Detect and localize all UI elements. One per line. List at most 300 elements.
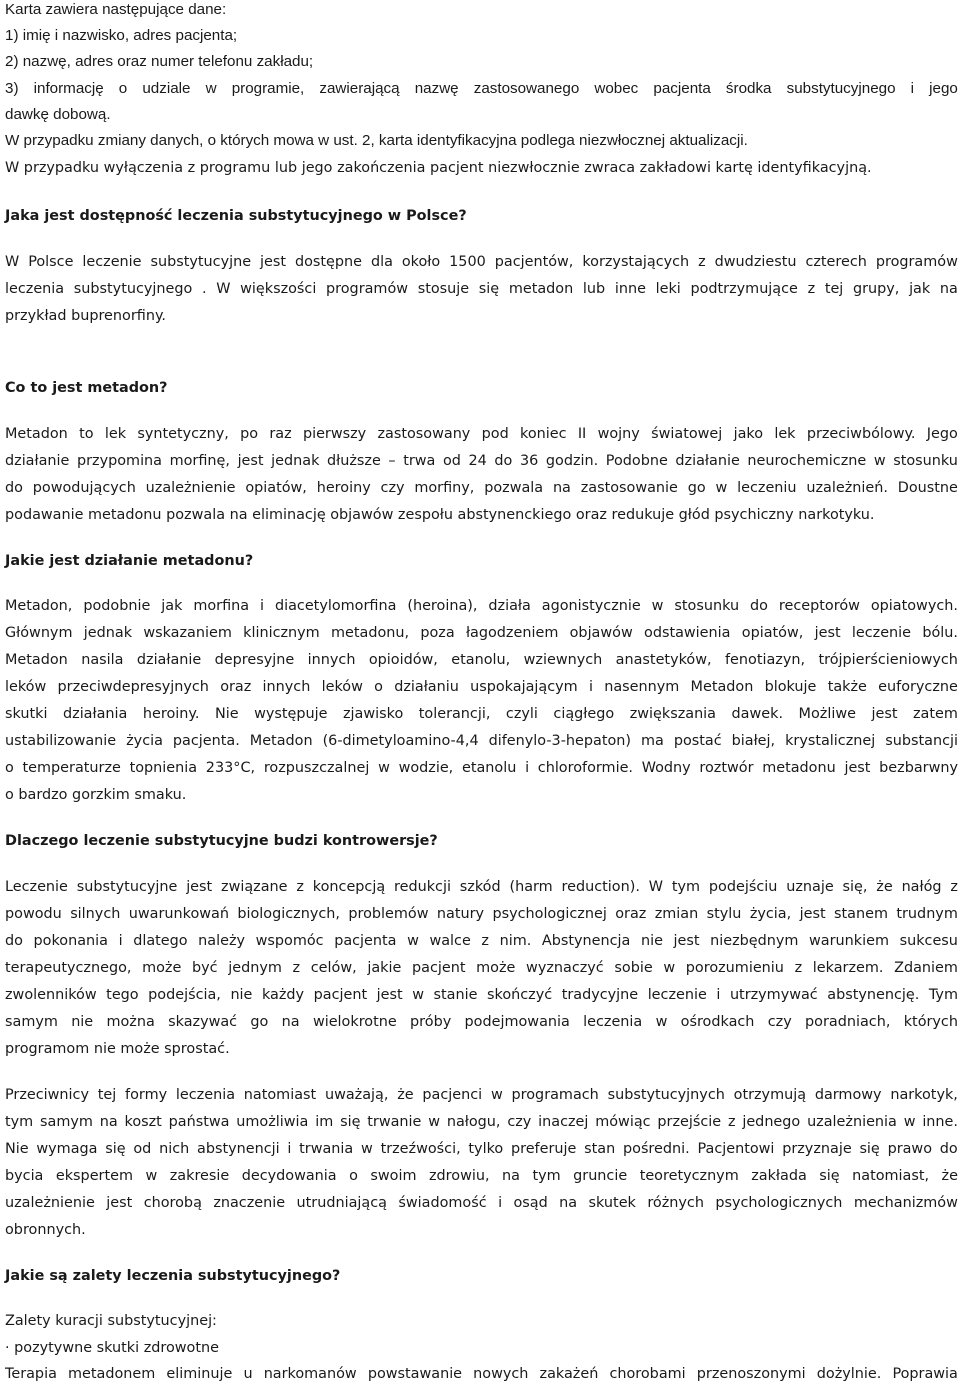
word: w [663, 960, 676, 976]
word: uzależnienie [5, 1195, 95, 1211]
word: Metadon [249, 733, 313, 749]
word: się [340, 1114, 361, 1130]
word: życia, [749, 906, 792, 922]
word: substytucyjnych [607, 1087, 725, 1103]
word: przejście [657, 1114, 722, 1130]
word: warunkiem [809, 933, 889, 949]
word: działaniu [394, 679, 459, 695]
word: psychologicznych [715, 1195, 843, 1211]
word: Przeciwnicy [5, 1087, 89, 1103]
word: że [876, 879, 893, 895]
word: substytucyjne [150, 254, 252, 270]
word: czterech [805, 254, 867, 270]
paragraph-line [5, 1193, 958, 1213]
word: leczeniu [737, 480, 797, 496]
word: świadomość [398, 1195, 487, 1211]
word: leków [321, 679, 363, 695]
word: jest [376, 987, 403, 1003]
word: chorobami [609, 1366, 686, 1382]
word: stanem [834, 906, 888, 922]
word: morfina [193, 598, 250, 614]
paragraph-line [5, 958, 958, 978]
word: programów [875, 254, 958, 270]
word: i [716, 987, 721, 1003]
word: skutki [5, 706, 48, 722]
paragraph-line [5, 1139, 958, 1159]
paragraph-line [5, 877, 958, 897]
word: uznaje [786, 879, 834, 895]
word: zwolenników [5, 987, 97, 1003]
word: inne [614, 281, 646, 297]
word: jest [237, 453, 264, 469]
word: pozwala [484, 480, 544, 496]
word: zastosowanego [473, 80, 580, 97]
word: go [687, 480, 706, 496]
word: w [378, 760, 390, 776]
word: czyli [505, 706, 538, 722]
word: nowych [473, 1366, 529, 1382]
word: wymaga [36, 1141, 98, 1157]
word: redukcji [394, 879, 451, 895]
word: utrzymywać [729, 987, 818, 1003]
word: wojny [597, 426, 640, 442]
word: samym [40, 1114, 93, 1130]
word: prawo [887, 1141, 933, 1157]
word: działania [63, 706, 128, 722]
word: trwa [403, 453, 436, 469]
word: z [794, 960, 803, 976]
word: Doustne [897, 480, 958, 496]
word: o [349, 1168, 358, 1184]
word: od [133, 1141, 152, 1157]
word: podejmowania [464, 1014, 570, 1030]
word: raz [269, 426, 292, 442]
word: Poprawia [892, 1366, 958, 1382]
word: uzależnienie [145, 480, 236, 496]
word: środka [725, 80, 772, 97]
word: silnych [70, 906, 121, 922]
word: w [873, 453, 886, 469]
word: skutek [588, 1195, 636, 1211]
word: po [240, 426, 259, 442]
word: niezbędnym [710, 933, 799, 949]
word: na [559, 1195, 578, 1211]
word: w [407, 933, 419, 949]
word: nałóg [901, 879, 942, 895]
word: zakłada [751, 1168, 807, 1184]
word: klinicznym [243, 625, 320, 641]
word: uspokajającym [470, 679, 578, 695]
paragraph-line [5, 1112, 958, 1132]
word: zdrowiu, [428, 1168, 490, 1184]
word: ma [641, 733, 664, 749]
word: do [750, 598, 768, 614]
word: heroiny. [142, 706, 200, 722]
paragraph-line [5, 478, 958, 498]
word: jak [909, 281, 931, 297]
word: w [903, 1114, 916, 1130]
word: abstynencji [197, 1141, 280, 1157]
intro-line: dawkę dobową. [5, 106, 111, 123]
word: nim. [499, 933, 532, 949]
word: metadon [508, 281, 574, 297]
word: jest [871, 706, 898, 722]
word: białej, [731, 733, 776, 749]
word: eliminuje [166, 1366, 233, 1382]
section-heading: Jakie są zalety leczenia substytucyjnego? [5, 1268, 341, 1284]
word: innych [307, 652, 356, 668]
word: zmian [654, 906, 699, 922]
word: blokuje [764, 679, 817, 695]
paragraph-line [5, 596, 958, 616]
word: walce [429, 933, 471, 949]
word: ośrodkach [680, 1014, 755, 1030]
word: im [315, 1114, 334, 1130]
word: dla [370, 254, 393, 270]
word: tylko [468, 1141, 504, 1157]
word: Zdaniem [894, 960, 958, 976]
word: 233°C, [205, 760, 256, 776]
word: przeciwdepresyjnych [57, 679, 209, 695]
word: Nie [214, 706, 239, 722]
word: Pacjentowi [697, 1141, 775, 1157]
word: nałogu, [446, 1114, 501, 1130]
word: inaczej [538, 1114, 589, 1130]
word: ciągłego [553, 706, 615, 722]
word: uwarunkowań [128, 906, 229, 922]
word: difenylo-3-hepaton) [488, 733, 632, 749]
word: umożliwia [236, 1114, 309, 1130]
word: u [243, 1366, 253, 1382]
word: pierwszy [302, 426, 367, 442]
word: może [476, 960, 516, 976]
word: jest [799, 906, 826, 922]
word: do [494, 453, 513, 469]
word: do [939, 1141, 958, 1157]
word: darmowy [814, 1087, 882, 1103]
word: to [79, 426, 94, 442]
word: 36 [519, 453, 539, 469]
word: tym [5, 1114, 34, 1130]
word: lekarzem. [812, 960, 884, 976]
word: trwania [299, 1141, 354, 1157]
word: celów, [310, 960, 357, 976]
word: leki [655, 281, 681, 297]
word: i [287, 1141, 292, 1157]
word: działanie [5, 453, 70, 469]
word: wspomóc [255, 933, 324, 949]
word: i [260, 598, 265, 614]
word: leczenie [647, 987, 707, 1003]
word: jest [260, 254, 287, 270]
word: w [651, 598, 664, 614]
word: o [118, 80, 128, 97]
word: lek [774, 426, 796, 442]
word: programie, [231, 80, 305, 97]
word: i [525, 760, 530, 776]
word: w [428, 1114, 440, 1130]
word: większości [240, 281, 317, 297]
word: i [498, 1195, 503, 1211]
paragraph-line [5, 451, 958, 471]
word: pacjenta [334, 933, 397, 949]
word: Podobne [605, 453, 668, 469]
word: jest [186, 879, 213, 895]
word: działa [488, 598, 531, 614]
paragraph-line [5, 731, 958, 751]
word: 1500 [449, 254, 486, 270]
word: euforyczne [878, 679, 958, 695]
paragraph-line [5, 985, 958, 1005]
word: trzeźwości, [380, 1141, 461, 1157]
word: jednym [228, 960, 282, 976]
word: (heroina), [407, 598, 478, 614]
word: z [296, 879, 304, 895]
word: lek [104, 426, 127, 442]
word: których [903, 1014, 958, 1030]
list-item: · pozytywne skutki zdrowotne [5, 1340, 219, 1356]
word: tego [106, 987, 139, 1003]
word: stosuje [417, 281, 470, 297]
word: chloroformie. [537, 760, 633, 776]
word: uzależnienia [807, 1114, 897, 1130]
paragraph-line: podawanie metadonu pozwala na eliminację objawów zespołu abstynenckiego oraz redukuje głód psychiczny narkotyku. [5, 507, 875, 523]
word: stosunku [893, 453, 958, 469]
paragraph-line: przykład buprenorfiny. [5, 308, 166, 324]
word: lub [582, 281, 606, 297]
intro-line: W przypadku wyłączenia z programu lub jego zakończenia pacjent niezwłocznie zwraca zakładowi kartę identyfikacyjną. [5, 160, 872, 176]
word: tej [824, 281, 844, 297]
word: podtrzymujące [690, 281, 798, 297]
word: roztwór [699, 760, 754, 776]
word: powodujących [32, 480, 136, 496]
word: około [401, 254, 441, 270]
word: godzin. [545, 453, 599, 469]
word: tym [532, 1168, 561, 1184]
word: metadonu, [330, 625, 410, 641]
word: należy [198, 933, 246, 949]
word: opioidów, [368, 652, 438, 668]
word: II [577, 426, 587, 442]
word: nasennym [604, 679, 680, 695]
intro-line: Karta zawiera następujące dane: [5, 1, 227, 18]
word: Metadon [5, 426, 68, 442]
word: skazywać [168, 1014, 238, 1030]
word: być [192, 960, 218, 976]
paragraph-line [5, 931, 958, 951]
word: pacjent [412, 960, 466, 976]
word: z [807, 281, 816, 297]
word: w [655, 1014, 668, 1030]
word: jest [673, 933, 700, 949]
word: w [412, 987, 424, 1003]
paragraph-line [5, 904, 958, 924]
word: jego [929, 80, 958, 97]
word: W [5, 254, 20, 270]
word: biologicznych, [237, 906, 340, 922]
word: tym [671, 879, 701, 895]
word: W [648, 879, 664, 895]
word: podobnie [83, 598, 151, 614]
word: pośredni. [623, 1141, 690, 1157]
word: bezbarwny [879, 760, 958, 776]
word: morfiny, [414, 480, 475, 496]
section-heading: Jakie jest działanie metadonu? [5, 553, 254, 569]
paragraph-line [5, 252, 958, 272]
word: 3) [5, 80, 19, 97]
word: leczenia [175, 1087, 236, 1103]
word: ekspertem [55, 1168, 133, 1184]
word: korzystających [582, 254, 690, 270]
word: nazwę [414, 80, 459, 97]
word: się [478, 281, 500, 297]
word: zjawisko [342, 706, 404, 722]
word: poza [420, 625, 455, 641]
word: czy [380, 480, 405, 496]
word: się [105, 1141, 126, 1157]
word: jakie [367, 960, 402, 976]
word: wziewnych [523, 652, 603, 668]
intro-line: W przypadku zmiany danych, o których mowa w ust. 2, karta identyfikacyjna podlega niezwłocznej aktualizacji. [5, 132, 748, 149]
word: Metadon, [5, 598, 73, 614]
word: leków [5, 679, 47, 695]
word: i [118, 933, 123, 949]
word: diacetylomorfina [274, 598, 397, 614]
word: w [145, 1168, 158, 1184]
word: nich [159, 1141, 190, 1157]
word: metadonem [68, 1366, 156, 1382]
paragraph-line [5, 677, 958, 697]
word: natomiast [243, 1087, 317, 1103]
word: etanolu, [451, 652, 511, 668]
word: substancji [885, 733, 958, 749]
word: . [201, 281, 207, 297]
word: grupy, [852, 281, 900, 297]
word: anastetyków, [615, 652, 712, 668]
word: pokonania [33, 933, 108, 949]
word: z [481, 933, 489, 949]
word: koszt [124, 1114, 162, 1130]
word: pacjenta [653, 80, 711, 97]
word: jak [161, 598, 183, 614]
word: odstawienia [644, 625, 731, 641]
word: rozpuszczalnej [263, 760, 370, 776]
paragraph-line: Zalety kuracji substytucyjnej: [5, 1313, 217, 1329]
word: opiatów, [245, 480, 307, 496]
word: podejścia, [148, 987, 221, 1003]
word: działanie [136, 652, 202, 668]
word: etanolu [461, 760, 517, 776]
word: porozumieniu [685, 960, 784, 976]
word: z [292, 960, 301, 976]
word: zakresie [169, 1168, 230, 1184]
word: uzależnień. [806, 480, 888, 496]
word: natomiast, [852, 1168, 930, 1184]
paragraph-line [5, 623, 958, 643]
word: mówiąc [595, 1114, 651, 1130]
intro-line: 2) nazwę, adres oraz numer telefonu zakładu; [5, 53, 314, 70]
word: Abstynencja [541, 933, 631, 949]
word: z [727, 1114, 736, 1130]
word: innych [262, 679, 311, 695]
word: dożylnie. [816, 1366, 882, 1382]
word: koncepcją [312, 879, 386, 895]
word: programów [326, 281, 409, 297]
section-heading: Jaka jest dostępność leczenia substytucyjnego w Polsce? [5, 208, 467, 224]
paragraph-line [5, 704, 958, 724]
word: Terapia [5, 1366, 57, 1382]
word: na [939, 281, 958, 297]
word: otrzymują [733, 1087, 807, 1103]
word: tradycyjne [561, 987, 639, 1003]
word: substytucyjnego [73, 281, 193, 297]
word: znaczenie [213, 1195, 286, 1211]
word: receptorów [778, 598, 860, 614]
word: dawek. [731, 706, 784, 722]
word: dostępne [294, 254, 363, 270]
word: Wodny [641, 760, 691, 776]
word: światowej [651, 426, 723, 442]
paragraph-line [5, 650, 958, 670]
word: jako [733, 426, 764, 442]
intro-line: 1) imię i nazwisko, adres pacjenta; [5, 27, 238, 44]
word: topnienia [129, 760, 198, 776]
word: (6-dimetyloamino-4,4 [322, 733, 479, 749]
word: gruncie [573, 1168, 628, 1184]
word: utrudniającą [296, 1195, 387, 1211]
word: stylu [706, 906, 742, 922]
word: narkotyk, [890, 1087, 958, 1103]
word: stan [584, 1141, 616, 1157]
word: Leczenie [5, 879, 68, 895]
word: jednak [83, 625, 133, 641]
word: sukcesu [899, 933, 958, 949]
word: na [99, 1114, 118, 1130]
word: swoim [370, 1168, 417, 1184]
paragraph-line: o bardzo gorzkim smaku. [5, 787, 187, 803]
word: decydowania [241, 1168, 337, 1184]
word: narkomanów [263, 1366, 357, 1382]
word: próby [410, 1014, 452, 1030]
word: wyznaczyć [526, 960, 604, 976]
word: Jego [926, 426, 958, 442]
word: substytucyjnego [786, 80, 896, 97]
word: zwiększania [629, 706, 717, 722]
word: przenoszonymi [696, 1366, 806, 1382]
word: oraz [615, 906, 647, 922]
word: heroiny [316, 480, 371, 496]
word: Głównym [5, 625, 73, 641]
word: formy [125, 1087, 168, 1103]
paragraph-line: programom nie może sprostać. [5, 1041, 230, 1057]
word: jednego [742, 1114, 801, 1130]
word: 24 [468, 453, 487, 469]
word: trójpierścieniowych [818, 652, 958, 668]
word: działanie [675, 453, 740, 469]
word: podejściu [708, 879, 778, 895]
word: zastosowany [377, 426, 471, 442]
word: fenotiazyn, [724, 652, 806, 668]
word: abstynencję. [827, 987, 920, 1003]
word: preferuje [510, 1141, 577, 1157]
word: agonistycznie [541, 598, 641, 614]
word: opiatowych. [870, 598, 958, 614]
word: stanie [433, 987, 478, 1003]
word: dlatego [133, 933, 188, 949]
word: nasila [81, 652, 124, 668]
word: programach [511, 1087, 599, 1103]
word: od [442, 453, 461, 469]
